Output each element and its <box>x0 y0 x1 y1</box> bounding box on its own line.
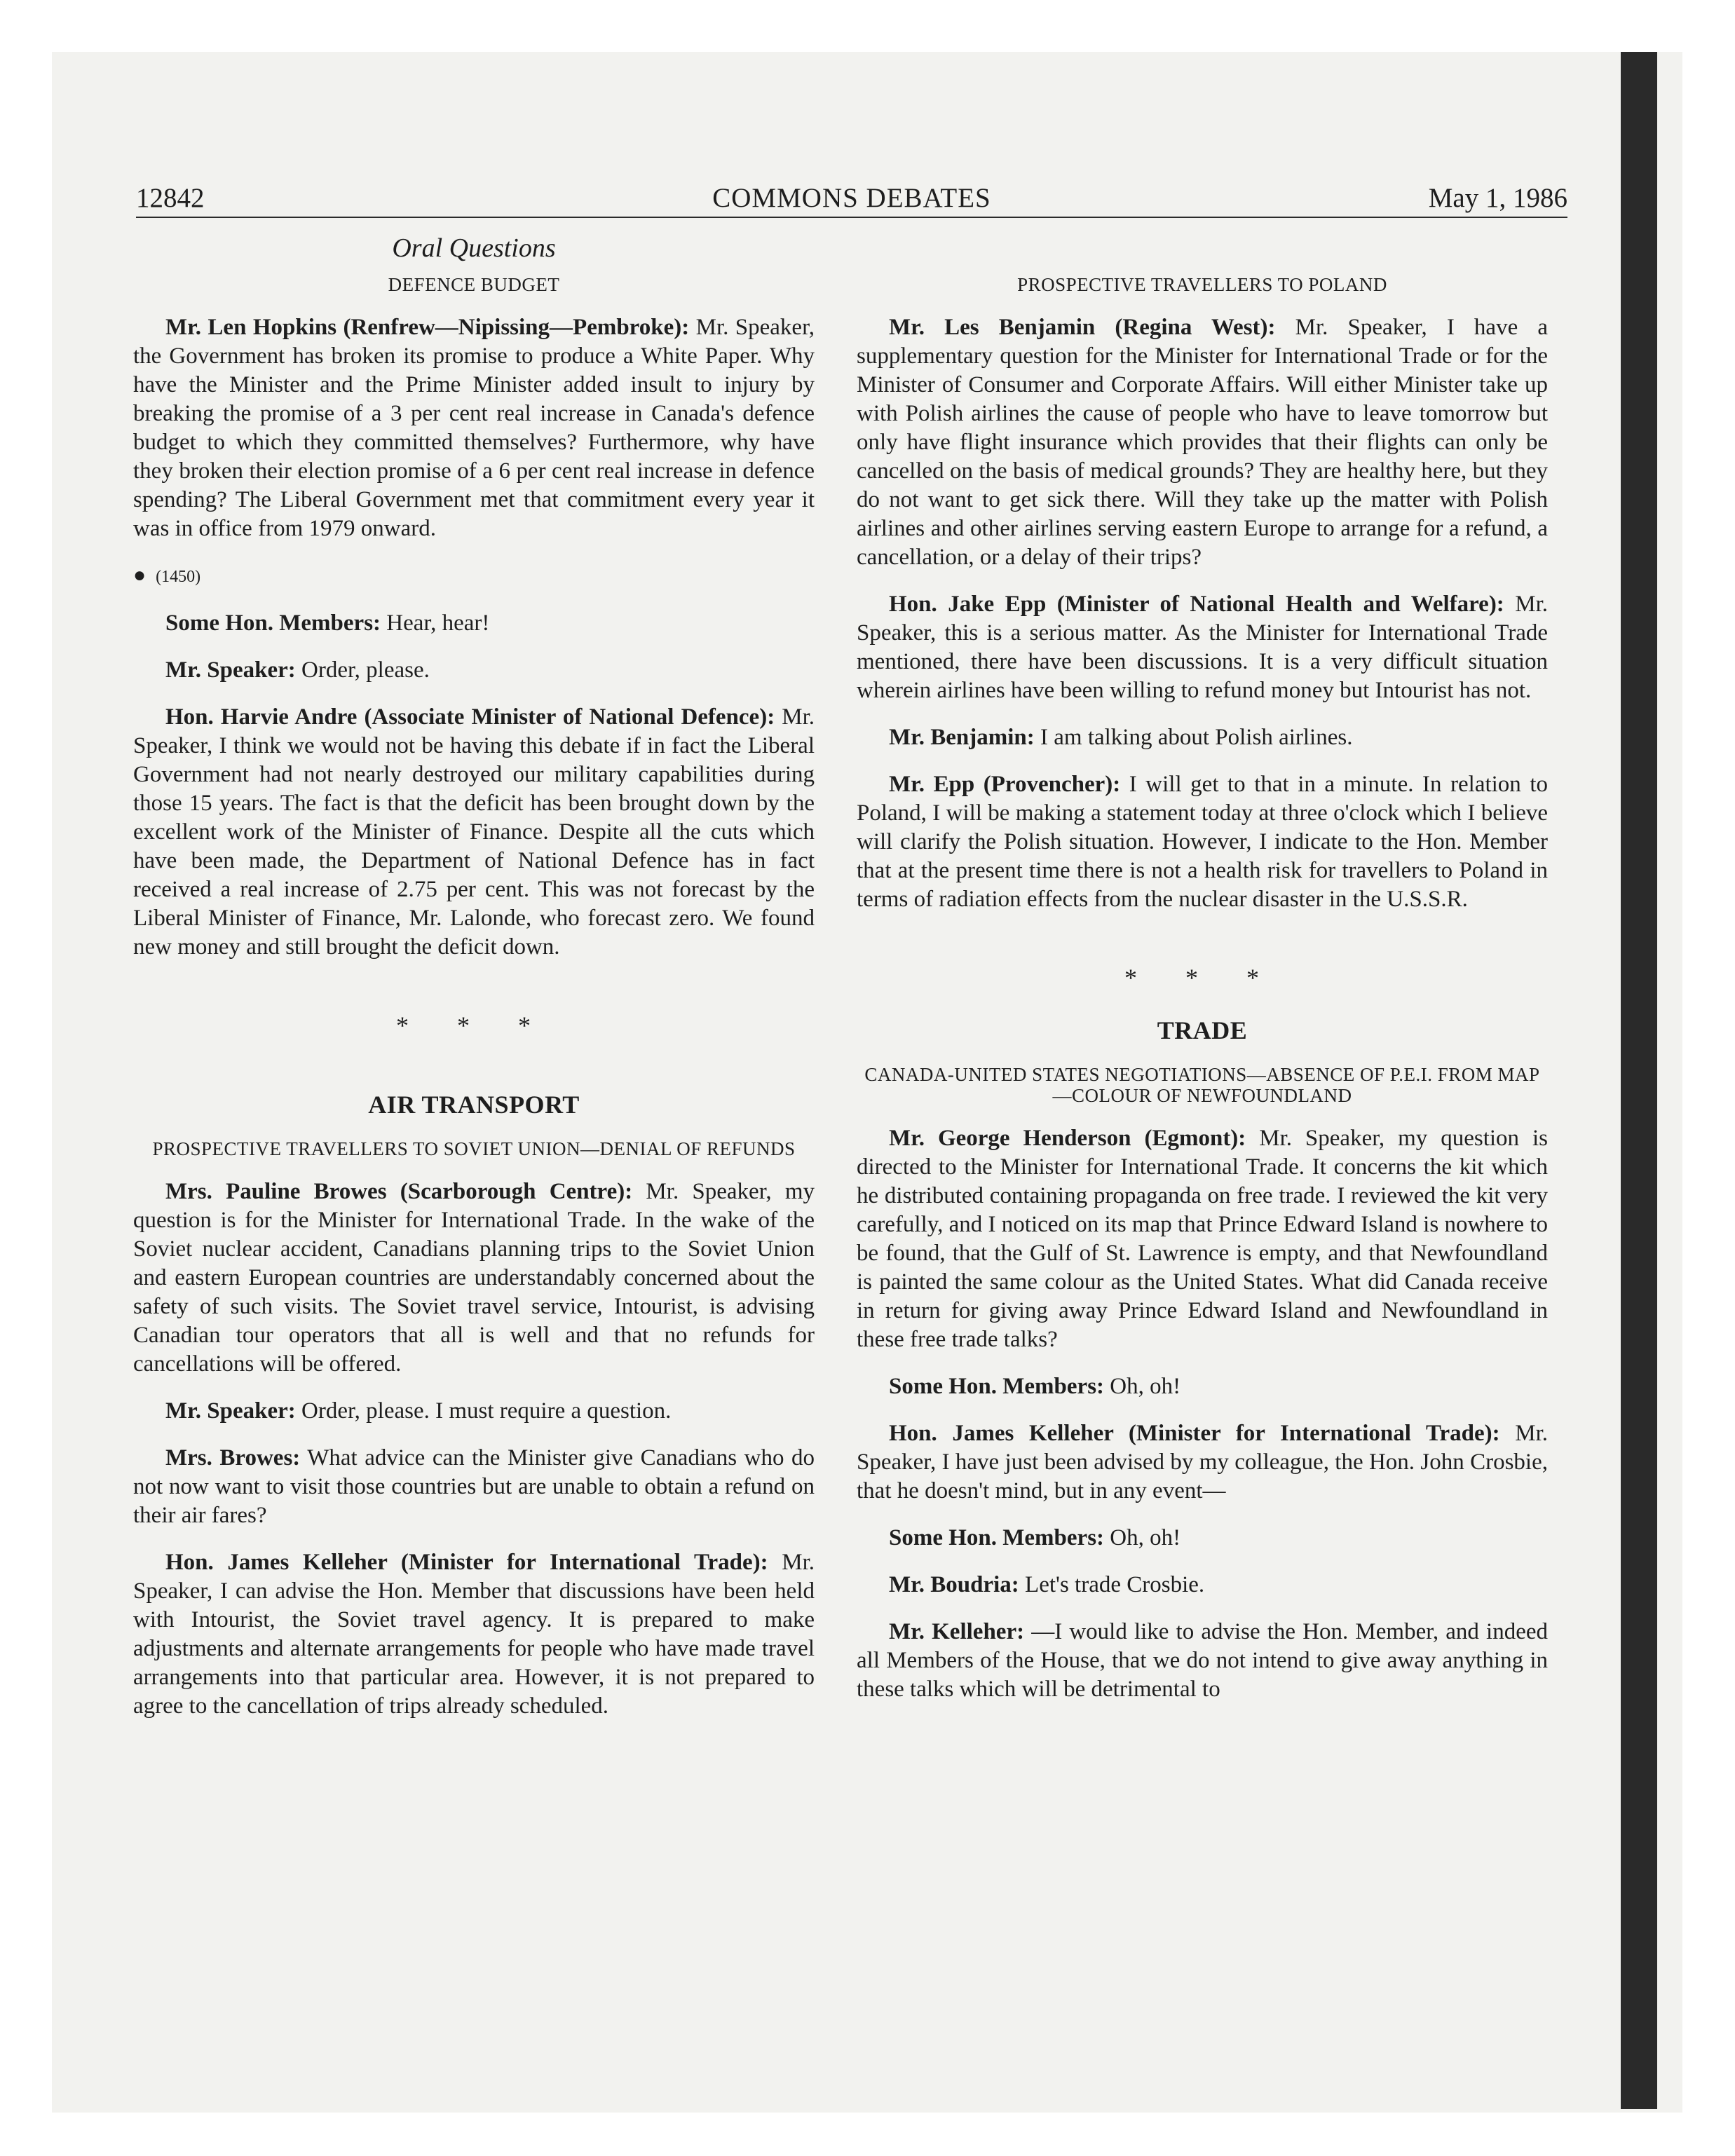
paragraph <box>857 590 1548 705</box>
speech: Mr. Speaker, I have a supplementary question for the Minister for International Trade or for the Minister of Consumer and Corporate Affairs. Will either Minister take up with Polish airlines the cause of people who have to leave tomorrow but only have flight insurance which provides that their flights can only be cancelled on the basis of medical grounds? They are healthy here, but they do not want to get sick there. Will they take up the matter with Polish airlines and other airlines serving eastern Europe to arrange for a refund, a cancellation, or a delay of their trips? <box>857 315 1548 570</box>
speech: Mr. Speaker, I think we would not be having this debate if in fact the Liberal Government had not nearly destroyed our military capabilities during those 15 years. The fact is that the deficit has been brought down by the excellent work of the Minister of Finance. Despite all the cuts which have been made, the Department of National Defence has in fact received a real increase of 2.75 per cent. This was not forecast by the Liberal Minister of Finance, Mr. Lalonde, who forecast zero. We found new money and still brought the deficit down. <box>133 704 815 960</box>
paragraph <box>133 1178 815 1379</box>
speaker: Some Hon. Members: <box>889 1525 1105 1550</box>
binding-edge <box>1621 52 1657 2109</box>
page-header <box>136 181 1567 216</box>
left-column <box>133 224 815 1721</box>
speaker: Mr. Boudria: <box>889 1572 1019 1597</box>
time-marker-text: (1450) <box>156 568 201 586</box>
speech: Order, please. I must require a question. <box>295 1398 672 1424</box>
page-date: May 1, 1986 <box>1428 183 1567 213</box>
speech: Hear, hear! <box>381 610 490 636</box>
speech: Let's trade Crosbie. <box>1019 1572 1205 1597</box>
paragraph <box>857 1124 1548 1354</box>
speech: I am talking about Polish airlines. <box>1034 725 1353 750</box>
speaker: Some Hon. Members: <box>165 610 381 636</box>
paragraph <box>133 1548 815 1721</box>
speech: Mr. Speaker, I have just been advised by my colleague, the Hon. John Crosbie, that he doesn't mind, but in any event— <box>857 1421 1548 1503</box>
publication-title: COMMONS DEBATES <box>712 183 991 213</box>
paragraph <box>857 770 1548 914</box>
right-column <box>857 224 1548 1704</box>
speech: What advice can the Minister give Canadians who do not now want to visit those countries but are unable to obtain a refund on their air fares? <box>133 1445 815 1528</box>
speech: Mr. Speaker, my question is for the Minister for International Trade. In the wake of the Soviet nuclear accident, Canadians planning trips to the Soviet Union and eastern European countries are understandably concerned about the safety of such visits. The Soviet travel service, Intourist, is advising Canadian tour operators that all is well and that no refunds for cancellations will be offered. <box>133 1179 815 1377</box>
header-rule <box>136 217 1567 218</box>
paragraph <box>857 1618 1548 1704</box>
paragraph <box>133 313 815 543</box>
paragraph <box>133 703 815 962</box>
heading-air-transport: AIR TRANSPORT <box>368 1091 580 1119</box>
speech: Mr. Speaker, I can advise the Hon. Member that discussions have been held with Intourist, the Soviet travel agency. It is prepared to make adjustments and alternate arrangements for people who have made travel arrangements into that particular area. However, it is not prepared to agree to the cancellation of trips already scheduled. <box>133 1550 815 1719</box>
speaker: Hon. James Kelleher (Minister for International Trade): <box>889 1421 1500 1446</box>
paragraph <box>857 1524 1548 1553</box>
section-separator: * * * <box>1124 964 1280 992</box>
paragraph <box>857 1571 1548 1599</box>
speech: Oh, oh! <box>1104 1374 1181 1399</box>
speech: Mr. Speaker, this is a serious matter. As the Minister for International Trade mentioned, there have been discussions. It is a very difficult situation wherein airlines have been willing to refund money but Intourist has not. <box>857 592 1548 703</box>
paragraph <box>857 1419 1548 1506</box>
bullet-icon: ● <box>133 564 147 587</box>
speaker: Mr. Epp (Provencher): <box>889 772 1121 797</box>
speaker: Mr. Speaker: <box>165 1398 296 1424</box>
speaker: Mr. Les Benjamin (Regina West): <box>889 315 1276 340</box>
speech: Oh, oh! <box>1104 1525 1181 1550</box>
subheading-soviet-refunds: PROSPECTIVE TRAVELLERS TO SOVIET UNION—DENIAL OF REFUNDS <box>152 1138 796 1159</box>
speaker: Mr. Kelleher: <box>889 1619 1025 1644</box>
speaker: Hon. Jake Epp (Minister of National Health and Welfare): <box>889 592 1504 617</box>
speaker: Mr. Speaker: <box>165 657 296 683</box>
paragraph <box>857 313 1548 572</box>
speaker: Mrs. Browes: <box>165 1445 301 1471</box>
speaker: Mr. Len Hopkins (Renfrew—Nipissing—Pembroke): <box>165 315 690 340</box>
page-number: 12842 <box>136 183 205 213</box>
speech: Mr. Speaker, the Government has broken its promise to produce a White Paper. Why have the Minister and the Prime Minister added insult to injury by breaking the promise of a 3 per cent real increase in Canada's defence budget to which they committed themselves? Furthermore, why have they broken their election promise of a 6 per cent real increase in defence spending? The Liberal Government met that commitment every year it was in office from 1979 onward. <box>133 315 815 541</box>
speech: Order, please. <box>295 657 430 683</box>
section-title: Oral Questions <box>392 233 556 263</box>
speaker: Mr. Benjamin: <box>889 725 1035 750</box>
speech: I will get to that in a minute. In relation to Poland, I will be making a statement today at three o'clock which I believe will clarify the Polish situation. However, I indicate to the Hon. Member that at the present time there is not a health risk for travellers to Poland in terms of radiation effects from the nuclear disaster in the U.S.S.R. <box>857 772 1549 912</box>
speaker: Hon. Harvie Andre (Associate Minister of National Defence): <box>165 704 775 730</box>
paragraph <box>857 1372 1548 1401</box>
paragraph <box>133 1397 815 1426</box>
speaker: Some Hon. Members: <box>889 1374 1105 1399</box>
speaker: Mrs. Pauline Browes (Scarborough Centre): <box>165 1179 633 1204</box>
paragraph <box>133 656 815 685</box>
speech: —I would like to advise the Hon. Member, and indeed all Members of the House, that we do not intend to give away anything in these talks which will be detrimental to <box>857 1619 1548 1702</box>
section-separator: * * * <box>396 1011 552 1039</box>
subheading-defence-budget: DEFENCE BUDGET <box>388 274 560 295</box>
paragraph <box>133 1444 815 1530</box>
speech: Mr. Speaker, my question is directed to the Minister for International Trade. It concerns the kit which he distributed containing propaganda on free trade. I reviewed the kit very carefully, and I noticed on its map that Prince Edward Island is nowhere to be found, that the Gulf of St. Lawrence is empty, and that Newfoundland is painted the same colour as the United States. What did Canada receive in return for giving away Prince Edward Island and Newfoundland in these free trade talks? <box>857 1126 1548 1352</box>
speaker: Hon. James Kelleher (Minister for International Trade): <box>165 1550 768 1575</box>
time-marker <box>133 561 815 591</box>
paragraph <box>133 609 815 638</box>
subheading-trade-negotiations: CANADA-UNITED STATES NEGOTIATIONS—ABSENCE OF P.E.I. FROM MAP—COLOUR OF NEWFOUNDLAND <box>864 1064 1540 1106</box>
heading-trade: TRADE <box>1157 1016 1248 1044</box>
speaker: Mr. George Henderson (Egmont): <box>889 1126 1246 1151</box>
subheading-travellers-poland: PROSPECTIVE TRAVELLERS TO POLAND <box>1017 274 1387 295</box>
paragraph <box>857 723 1548 752</box>
